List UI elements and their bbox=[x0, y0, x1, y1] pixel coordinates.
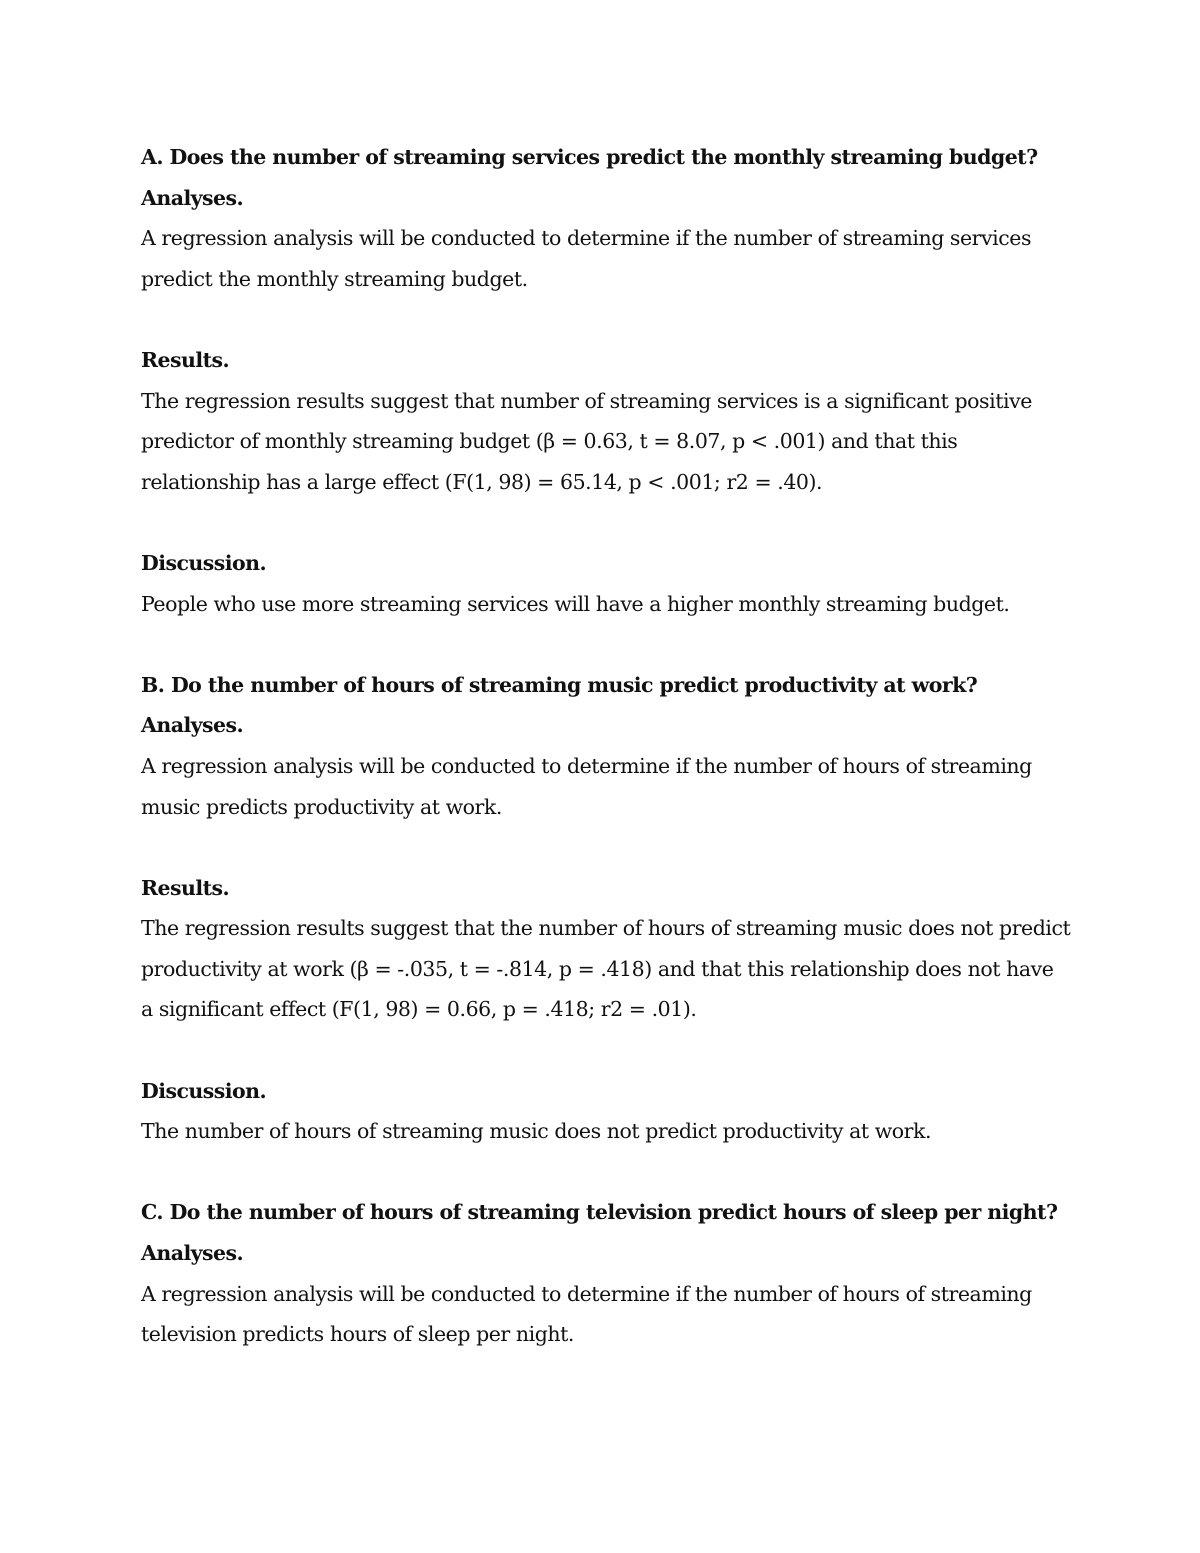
spacer bbox=[141, 1152, 1071, 1193]
analyses-text-c: A regression analysis will be conducted to determine if the number of hours of streaming television predicts hours of sleep per night. bbox=[141, 1281, 1032, 1347]
discussion-text-a: People who use more streaming services will have a higher monthly streaming budget. bbox=[141, 591, 1010, 616]
question-b: B. Do the number of hours of streaming music predict productivity at work? bbox=[141, 672, 978, 697]
analyses-text-b: A regression analysis will be conducted to determine if the number of hours of streaming music predicts productivity at work. bbox=[141, 753, 1032, 819]
question-a: A. Does the number of streaming services predict the monthly streaming budget? bbox=[141, 145, 1038, 169]
spacer bbox=[141, 1030, 1071, 1071]
analyses-text-a: A regression analysis will be conducted to determine if the number of streaming services predict the monthly streaming budget. bbox=[141, 226, 1032, 291]
spacer bbox=[141, 502, 1071, 543]
discussion-text-b: The number of hours of streaming music does not predict productivity at work. bbox=[141, 1119, 932, 1144]
analyses-heading-b: Analyses. bbox=[141, 713, 244, 738]
question-c: C. Do the number of hours of streaming television predict hours of sleep per night? bbox=[141, 1200, 1058, 1225]
spacer bbox=[141, 624, 1071, 665]
results-heading-b: Results. bbox=[141, 875, 230, 900]
spacer bbox=[141, 299, 1071, 340]
document-page bbox=[141, 137, 1071, 1355]
discussion-heading-a: Discussion. bbox=[141, 550, 267, 575]
results-text-b: The regression results suggest that the number of hours of streaming music does not predict productivity at work (β = -.035, t = -.814, p = .418) and that this relationship does not have a significant effect (F(1, 98) = 0.66, p = .418; r2 = .01). bbox=[141, 916, 1071, 1022]
spacer bbox=[141, 827, 1071, 868]
discussion-heading-b: Discussion. bbox=[141, 1078, 267, 1103]
analyses-heading-c: Analyses. bbox=[141, 1241, 244, 1266]
analyses-heading-a: Analyses. bbox=[141, 185, 244, 210]
results-text-a: The regression results suggest that number of streaming services is a significant positive predictor of monthly streaming budget (β = 0.63, t = 8.07, p < .001) and that this relationship has a large effect (F(1, 98) = 65.14, p < .001; r2 = .40). bbox=[141, 388, 1032, 494]
results-heading-a: Results. bbox=[141, 347, 230, 372]
